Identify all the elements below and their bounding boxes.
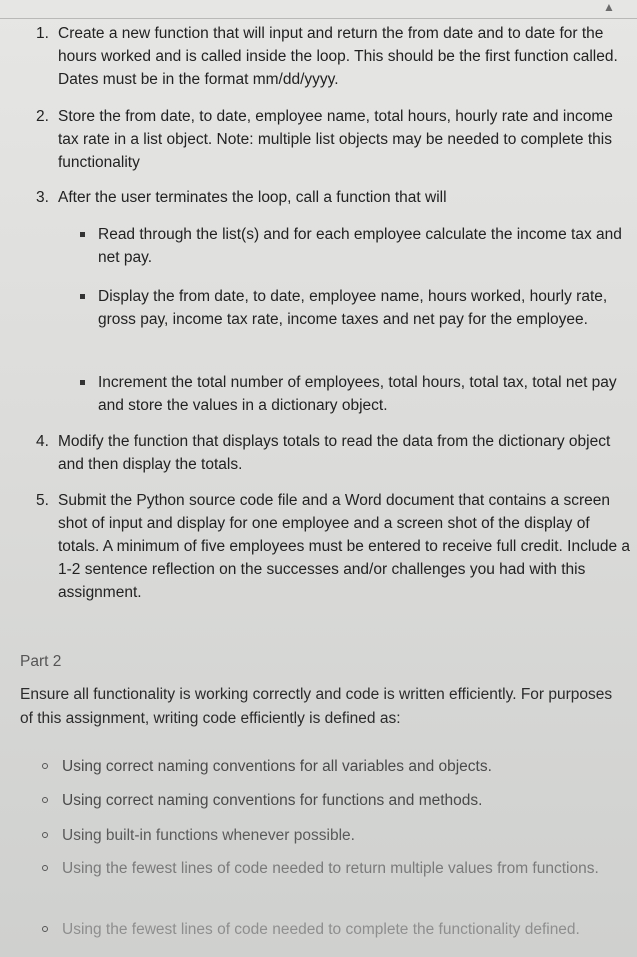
item-text: Store the from date, to date, employee name, total hours, hourly rate and income tax rate in a list object. Note: multiple list objects may be needed to complete this functionality [58, 108, 613, 171]
efficiency-item-2 [42, 789, 622, 813]
square-bullet-icon [80, 294, 85, 299]
efficiency-item-4 [42, 857, 622, 881]
bullet-text: Increment the total number of employees, total hours, total tax, total net pay and store the values in a dictionary object. [98, 374, 617, 414]
bullet-text: Read through the list(s) and for each employee calculate the income tax and net pay. [98, 226, 622, 266]
item-number: 5. [36, 492, 49, 509]
bullet-text: Using the fewest lines of code needed to return multiple values from functions. [62, 860, 599, 877]
sub-bullet-3 [80, 371, 632, 417]
sub-bullet-1 [80, 223, 632, 269]
item-text: Submit the Python source code file and a Word document that contains a screen shot of input and display for one employee and a screen shot of the display of totals. A minimum of five employees must be entered to receive full credit. Include a 1-2 sentence reflection on the successes and/or challenges you had with this assignment. [58, 492, 631, 601]
circle-bullet-icon [42, 832, 48, 838]
numbered-item-2 [36, 105, 632, 174]
bullet-text: Using correct naming conventions for functions and methods. [62, 792, 483, 809]
efficiency-item-5 [42, 918, 622, 942]
numbered-item-4 [36, 430, 632, 476]
efficiency-item-1 [42, 755, 622, 779]
circle-bullet-icon [42, 763, 48, 769]
item-text: After the user terminates the loop, call a function that will [58, 189, 447, 206]
circle-bullet-icon [42, 926, 48, 932]
numbered-item-5 [36, 489, 632, 604]
bullet-text: Using correct naming conventions for all variables and objects. [62, 758, 492, 775]
sub-bullet-2 [80, 285, 632, 331]
item-number: 2. [36, 108, 49, 125]
numbered-item-1 [36, 22, 632, 91]
part-2-intro: Ensure all functionality is working correctly and code is written efficiently. For purposes of this assignment, writing code efficiently is defined as: [20, 686, 613, 727]
item-text: Modify the function that displays totals to read the data from the dictionary object and then display the totals. [58, 433, 611, 473]
bullet-text: Using built-in functions whenever possible. [62, 827, 355, 844]
item-text: Create a new function that will input and return the from date and to date for the hours worked and is called inside the loop. This should be the first function called. Dates must be in the format mm/dd/yyyy. [58, 25, 618, 88]
circle-bullet-icon [42, 865, 48, 871]
item-number: 3. [36, 189, 49, 206]
bullet-text: Display the from date, to date, employee name, hours worked, hourly rate, gross pay, income tax rate, income taxes and net pay for the employee. [98, 288, 608, 328]
part-2-heading: Part 2 [20, 653, 62, 670]
numbered-item-3 [36, 186, 632, 209]
bullet-text: Using the fewest lines of code needed to complete the functionality defined. [62, 921, 580, 938]
square-bullet-icon [80, 232, 85, 237]
square-bullet-icon [80, 380, 85, 385]
efficiency-item-3 [42, 824, 622, 848]
item-number: 1. [36, 25, 49, 42]
circle-bullet-icon [42, 797, 48, 803]
item-number: 4. [36, 433, 49, 450]
arrow-up-icon: ▲ [603, 0, 615, 14]
